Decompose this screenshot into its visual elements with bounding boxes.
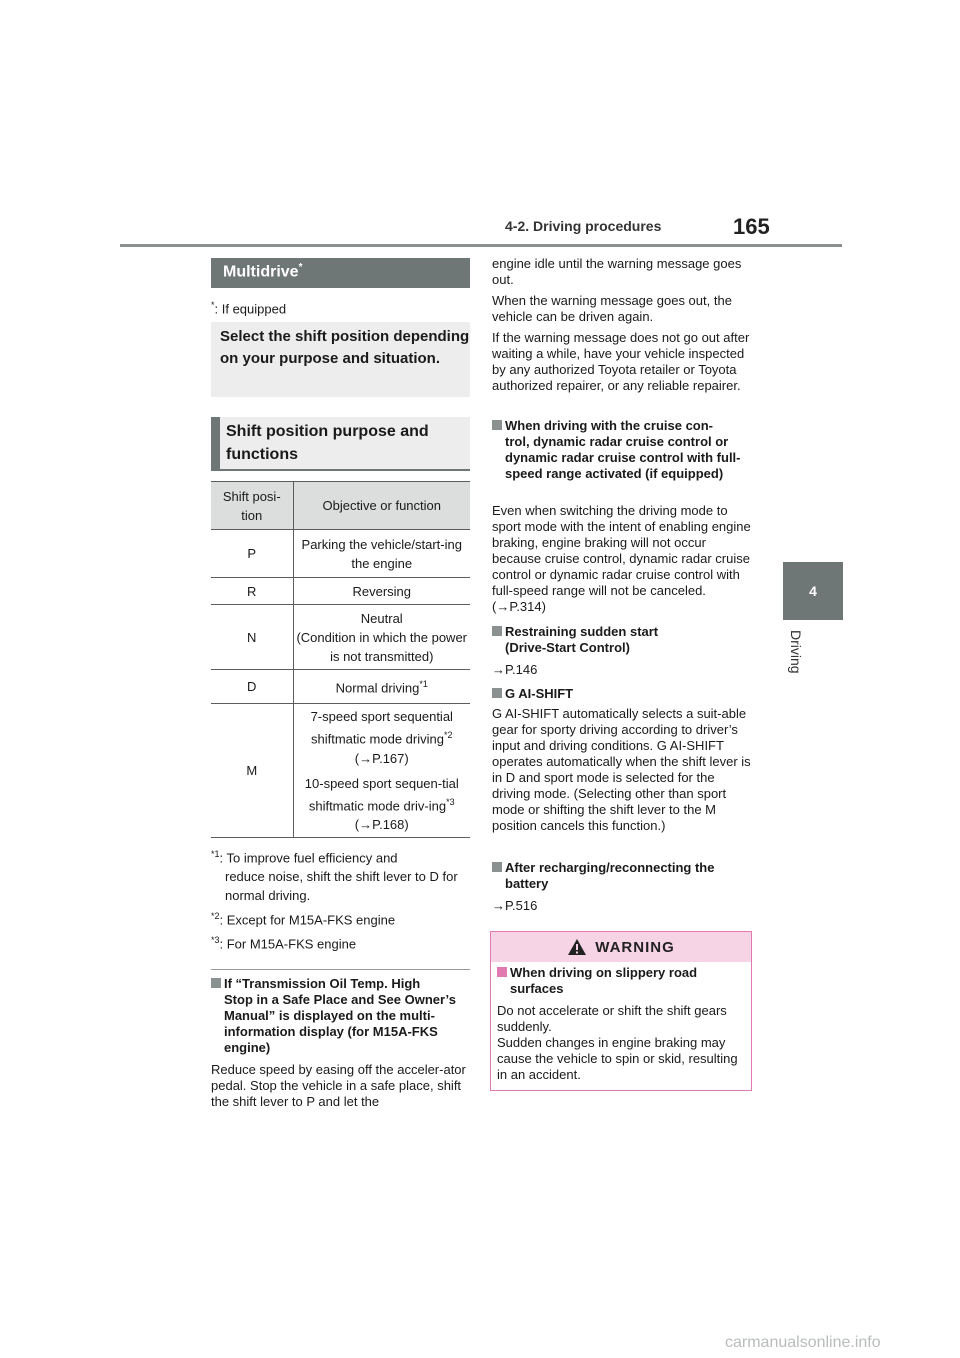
square-bullet-icon — [492, 420, 502, 430]
position-cell: R — [211, 578, 293, 605]
footnote-text: : To improve fuel efficiency and — [219, 850, 398, 866]
warning-line: Do not accelerate or shift the shift gears suddenly. — [497, 1003, 727, 1034]
cell-gap — [296, 768, 469, 774]
transmission-oil-text: Reduce speed by easing off the acceler-ator pedal. Stop the vehicle in a safe place, shift the shift lever to P and let the — [211, 1062, 466, 1109]
warning-box — [490, 931, 752, 1091]
square-bullet-icon — [492, 862, 502, 872]
multidrive-heading — [211, 258, 470, 288]
footnote-mark: *2 — [211, 911, 220, 921]
shift-position-subheading: Shift position purpose and functions — [211, 417, 470, 471]
table-header-cell: Shift posi-tion — [211, 482, 293, 530]
footnote-mark: *1 — [419, 679, 428, 690]
footnote-mark: *3 — [211, 935, 220, 945]
section-divider — [211, 969, 470, 970]
watermark: carmanualsonline.info — [725, 1334, 881, 1351]
footnote-mark: *3 — [446, 796, 455, 807]
warning-title: WARNING — [595, 938, 675, 956]
warning-heading — [497, 965, 745, 997]
position-cell: M — [211, 704, 293, 838]
footnote-text-cont: reduce noise, shift the shift lever to D for normal driving. — [225, 869, 458, 904]
position-cell: N — [211, 605, 293, 670]
footnote-mark: *2 — [443, 730, 453, 741]
function-cell: Reversing — [293, 578, 470, 605]
square-bullet-icon — [211, 978, 221, 988]
function-cell — [293, 605, 470, 670]
footnote-2 — [211, 907, 395, 929]
page-reference-link[interactable]: →P.146 — [492, 662, 538, 677]
chapter-tab: 4 — [783, 562, 843, 620]
shift-position-table — [211, 481, 470, 838]
heading-text-cont: Stop in a Safe Place and See Owner’s Manual” is displayed on the multi-information display (for M15A-FKS engine) — [224, 992, 456, 1055]
heading-text: Restraining sudden start — [505, 624, 659, 639]
warning-triangle-icon — [567, 938, 587, 956]
paragraph: When the warning message goes out, the vehicle can be driven again. — [492, 293, 732, 324]
table-header-row — [211, 482, 470, 530]
heading-text: When driving on slippery road — [510, 965, 698, 980]
cruise-control-text: Even when switching the driving mode to sport mode with the intent of enabling engine braking, engine braking will not occur because cruise control, dynamic radar cruise control or dynamic radar cruise control with full-speed range will not be canceled. (→P.314) — [492, 503, 751, 614]
heading-text: If “Transmission Oil Temp. High — [224, 976, 421, 991]
warning-header — [491, 932, 751, 962]
function-text: 10-speed sport sequen-tial shiftmatic mode driv-ing — [304, 775, 459, 813]
footnote-3 — [211, 931, 356, 953]
function-cell — [293, 670, 470, 704]
page-reference-link[interactable]: →P.516 — [492, 898, 538, 913]
table-row — [211, 605, 470, 670]
footnote-mark: *1 — [211, 849, 220, 859]
square-bullet-icon — [497, 967, 507, 977]
heading-text: After recharging/reconnecting the — [505, 860, 715, 875]
function-cell — [293, 704, 470, 838]
header-rule — [120, 244, 842, 247]
ai-shift-heading — [492, 686, 573, 702]
multidrive-title: Multidrive — [223, 263, 299, 281]
heading-text-cont: trol, dynamic radar cruise control or dynamic radar cruise control with full-speed range activated (if equipped) — [505, 434, 741, 481]
footnote-text: : Except for M15A-FKS engine — [219, 912, 396, 928]
equipped-footnote-text: : If equipped — [214, 301, 287, 317]
footnote-text: : For M15A-FKS engine — [219, 936, 357, 952]
footnote-1 — [211, 845, 471, 905]
paragraph: engine idle until the warning message goes out. — [492, 256, 742, 287]
warning-body — [491, 962, 751, 1083]
battery-heading — [492, 860, 752, 892]
table-row — [211, 670, 470, 704]
cruise-control-heading — [492, 418, 754, 482]
transmission-oil-heading — [211, 976, 471, 1056]
heading-text-cont: battery — [505, 876, 549, 891]
heading-text: When driving with the cruise con- — [505, 418, 714, 433]
drive-start-heading — [492, 624, 752, 656]
page-number: 165 — [733, 214, 770, 239]
position-cell: P — [211, 530, 293, 578]
ai-shift-text: G AI-SHIFT automatically selects a suit-able gear for sporty driving according to driver’s input and driving conditions. G AI-SHIFT operates automatically when the shift lever is in D and sport mode is selected for the driving mode. (Selecting other than sport mode or shifting the shift lever to the M position cancels this function.) — [492, 706, 751, 833]
warning-text — [497, 1003, 745, 1083]
paragraph: If the warning message does not go out after waiting a while, have your vehicle inspected by any authorized Toyota retailer or Toyota authorized repairer, or any reliable repairer. — [492, 330, 750, 393]
section-title: 4-2. Driving procedures — [505, 218, 662, 234]
table-row — [211, 530, 470, 578]
table-row — [211, 578, 470, 605]
equipped-footnote — [211, 300, 286, 316]
position-cell: D — [211, 670, 293, 704]
chapter-label: Driving — [788, 630, 804, 674]
heading-text-cont: surfaces — [510, 981, 564, 996]
multidrive-title-mark: * — [298, 262, 303, 273]
page-reference-link[interactable]: (→P.168) — [354, 816, 409, 832]
function-line: (Condition in which the power is not transmitted) — [296, 629, 468, 664]
warning-line: Sudden changes in engine braking may cause the vehicle to spin or skid, resulting in an accident. — [497, 1035, 738, 1082]
page-reference-link[interactable]: (→P.167) — [354, 750, 409, 766]
table-header-cell: Objective or function — [293, 482, 470, 530]
function-cell: Parking the vehicle/start-ing the engine — [293, 530, 470, 578]
heading-text-cont: (Drive-Start Control) — [505, 640, 630, 655]
table-row — [211, 704, 470, 838]
lead-box: Select the shift position depending on your purpose and situation. — [211, 322, 470, 397]
equipped-footnote-mark: * — [211, 300, 215, 310]
function-line: Neutral — [360, 610, 403, 626]
square-bullet-icon — [492, 626, 502, 636]
square-bullet-icon — [492, 688, 502, 698]
function-text: 7-speed sport sequential shiftmatic mode driving — [310, 709, 453, 747]
heading-text: G AI-SHIFT — [505, 686, 574, 701]
function-text: Normal driving — [335, 680, 420, 696]
